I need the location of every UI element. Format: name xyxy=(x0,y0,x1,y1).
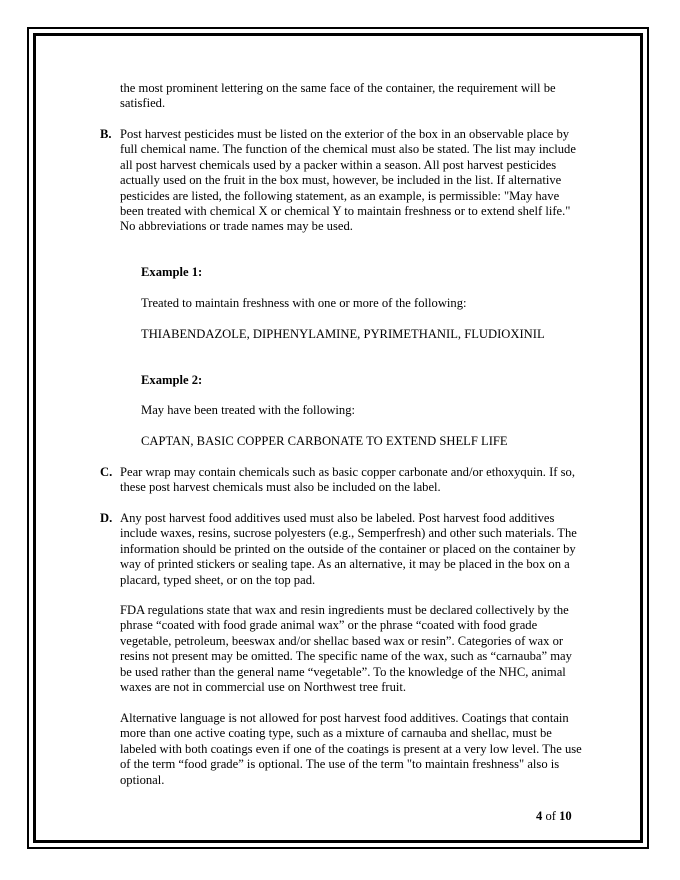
example-1-heading: Example 1: xyxy=(141,265,203,279)
example-1-chemicals: THIABENDAZOLE, DIPHENYLAMINE, PYRIMETHANIL, FLUDIOXINIL xyxy=(141,327,545,341)
example-1-intro: Treated to maintain freshness with one or more of the following: xyxy=(141,296,467,310)
fda-paragraph: FDA regulations state that wax and resin ingredients must be declared collectively by the phrase “coated with food grade animal wax” or the phrase “coated with food grade vegetable, petroleum, beeswax and/or shellac based wax or resin”. Categories of wax or resins not present may be omitted. The specific name of the wax, such as “carnauba” may be used rather than the general name “vegetable”. To the knowledge of the NHC, animal waxes are not in commercial use on Northwest tree fruit. xyxy=(120,603,572,695)
page-total: 10 xyxy=(559,809,572,823)
page-current: 4 xyxy=(536,809,543,823)
page-of: of xyxy=(545,809,556,823)
example-2-intro: May have been treated with the following: xyxy=(141,403,356,417)
example-2-heading: Example 2: xyxy=(141,373,203,387)
item-d-letter: D. xyxy=(100,511,113,525)
item-c xyxy=(100,465,585,496)
item-b-text: Post harvest pesticides must be listed on the exterior of the box in an observable place by full chemical name. The function of the chemical must also be stated. The list may include all post harvest chemicals used by a packer within a season. All post harvest pesticides actually used on the fruit in the box must, however, be included in the list. If alternative pesticides are listed, the following statement, as an example, is permissible: "May have been treated with chemical X or chemical Y to maintain freshness or to extend shelf life." No abbreviations or trade names may be used. xyxy=(120,127,576,234)
item-c-letter: C. xyxy=(100,465,113,479)
item-d-text: Any post harvest food additives used must also be labeled. Post harvest food additives include waxes, resins, sucrose polyesters (e.g., Semperfresh) and other such materials. The information should be printed on the outside of the container or placed on the container by way of printed stickers or sealing tape. As an alternative, it may be placed in the box on a placard, typed sheet, or on the top pad. xyxy=(120,511,577,587)
item-b xyxy=(100,127,585,235)
continuation-paragraph: the most prominent lettering on the same face of the container, the requirement will be satisfied. xyxy=(120,81,556,111)
alternative-language-paragraph: Alternative language is not allowed for post harvest food additives. Coatings that contain more than one active coating type, such as a mixture of carnauba and shellac, must be labeled with both coatings even if one of the coatings is present at a very low level. The use of the term “food grade” is optional. The use of the term "to maintain freshness" also is optional. xyxy=(120,711,582,787)
page-number xyxy=(536,809,572,824)
item-b-letter: B. xyxy=(100,127,112,141)
item-d xyxy=(100,511,585,588)
item-c-text: Pear wrap may contain chemicals such as basic copper carbonate and/or ethoxyquin. If so, these post harvest chemicals must also be included on the label. xyxy=(120,465,575,495)
example-2-chemicals: CAPTAN, BASIC COPPER CARBONATE TO EXTEND SHELF LIFE xyxy=(141,434,508,448)
